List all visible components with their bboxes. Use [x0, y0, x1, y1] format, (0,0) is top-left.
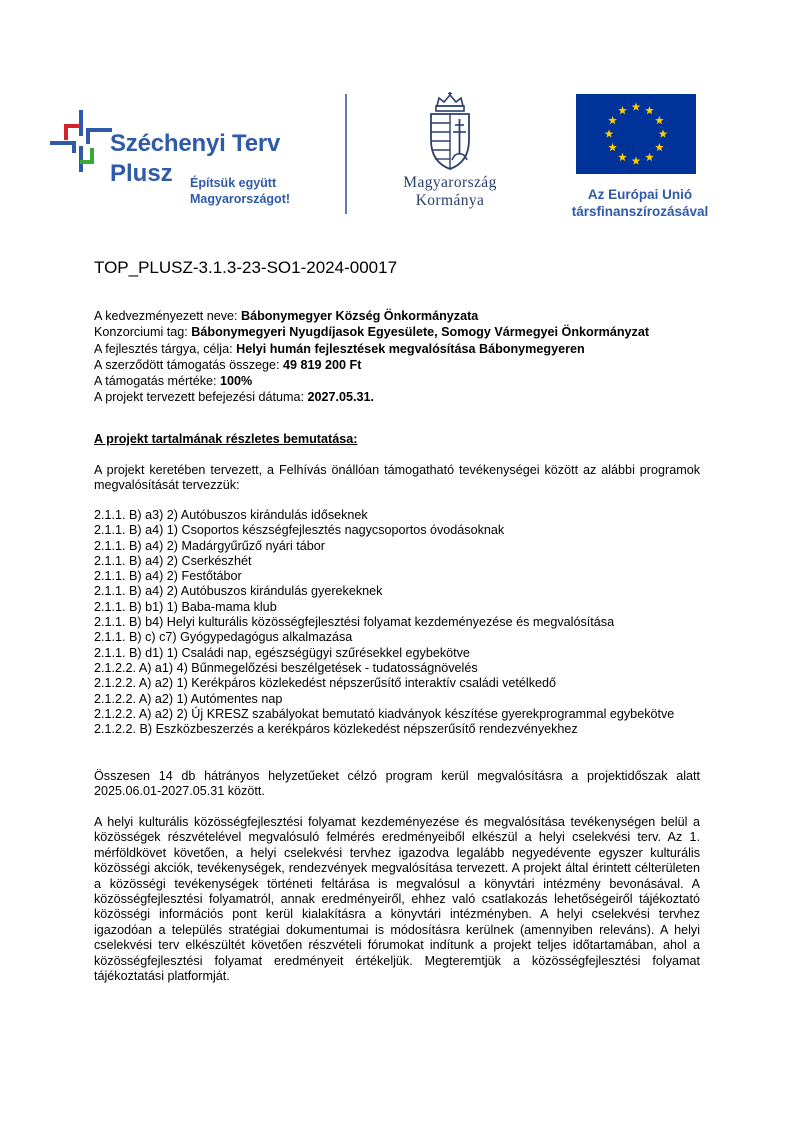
logo-divider	[345, 94, 347, 214]
project-code: TOP_PLUSZ-3.1.3-23-SO1-2024-00017	[94, 258, 398, 277]
info-value: Bábonymegyer Község Önkormányzata	[241, 309, 479, 323]
eu-star-icon	[655, 116, 664, 124]
list-item: 2.1.2.2. A) a2) 1) Kerékpáros közlekedést népszerűsítő interaktív családi vetélkedő	[94, 676, 557, 691]
eu-star-icon	[608, 143, 617, 151]
hungarian-government-logo	[380, 92, 520, 216]
info-label: A fejlesztés tárgya, célja:	[94, 341, 237, 356]
szechenyi-plusz: Plusz	[110, 160, 173, 187]
eu-star-icon	[608, 116, 617, 124]
list-item: 2.1.1. B) a4) 2) Madárgyűrűző nyári tábor	[94, 538, 325, 553]
slogan-line-2: Magyarországot!	[190, 192, 291, 206]
info-value: 100%	[220, 374, 253, 389]
hungarian-coat-of-arms-icon	[425, 92, 475, 170]
intro-paragraph: A projekt keretében tervezett, a Felhívás önállóan támogatható tevékenységei között az alábbi programok megvalósítását tervezzük:	[94, 463, 700, 493]
eu-star-icon	[659, 129, 668, 137]
szechenyi-cross-icon	[50, 110, 112, 172]
info-label: A projekt tervezett befejezési dátuma:	[94, 390, 308, 405]
info-value: 2027.05.31.	[307, 390, 375, 405]
project-info	[94, 309, 724, 407]
info-label: A támogatás mértéke:	[94, 374, 220, 389]
info-label: Konzorciumi tag:	[94, 325, 192, 340]
list-item: 2.1.1. B) a4) 2) Autóbuszos kirándulás gyerekeknek	[94, 584, 383, 599]
header-logos	[50, 92, 750, 219]
szechenyi-terv-plusz-logo	[50, 100, 310, 210]
info-row-beneficiary	[94, 309, 724, 325]
government-line-1: Magyarország	[403, 174, 497, 191]
info-row-consortium	[94, 325, 724, 341]
list-item: 2.1.1. B) a3) 2) Autóbuszos kirándulás időseknek	[94, 508, 368, 522]
government-name	[380, 174, 520, 210]
eu-line-1: Az Európai Unió	[587, 187, 693, 202]
info-label: A szerződött támogatás összege:	[94, 357, 284, 372]
list-item: 2.1.1. B) a4) 2) Cserkészhét	[94, 553, 252, 568]
list-item: 2.1.2.2. A) a1) 4) Bűnmegelőzési beszélgetések - tudatosságnövelés	[94, 660, 478, 675]
eu-star-icon	[618, 106, 627, 114]
eu-stars-icon	[576, 94, 696, 174]
list-item: 2.1.1. B) a4) 1) Csoportos készségfejlesztés nagycsoportos óvodásoknak	[94, 523, 505, 538]
slogan-line-1: Építsük együtt	[190, 176, 277, 190]
eu-star-icon	[645, 153, 654, 161]
description-paragraph: A helyi kulturális közösségfejlesztési folyamat kezdeményezése és megvalósítása tevékenységen belül a közösségek részvételével megvalósuló felmérés eredményeiből elkészül a helyi cselekvési terv. Az 1. mérföldkövet követően, a helyi cselekvési tervhez igazodva legalább negyedévente egyszer kulturális közösségi akciók, tevékenységek, rendezvények megvalósítása tervezett. A projekt által érintett célterületen a közösségi tevékenységek történeti feltárása is megvalósul a könyvtári intézmény bevonásával. A közösségfejlesztési folyamatról, annak eredményeiről, ehhez való csatlakozás lehetőségeiről tájékoztató közösségi információs pont kerül kialakításra a könyvtári intézményben. A helyi cselekvési tervhez igazodóan a település stratégiai dokumentumai is módosításra kerülnek (amennyiben releváns). A helyi cselekvési terv elkészültét követően részvételi fórumokat indítunk a projekt teljes időtartamában, ahol a közösségfejlesztési folyamat eredményeit értékeljük. Megteremtjük a közösségfejlesztési folyamat tájékoztatási platformját.	[94, 815, 700, 984]
info-row-rate	[94, 374, 724, 390]
eu-flag	[576, 94, 696, 174]
info-label: A kedvezményezett neve:	[94, 309, 242, 323]
info-value: Bábonymegyeri Nyugdíjasok Egyesülete, Somogy Vármegyei Önkormányzat	[191, 325, 650, 340]
eu-cofinancing-logo	[555, 94, 725, 218]
government-line-2: Kormánya	[415, 192, 485, 209]
list-item: 2.1.1. B) b4) Helyi kulturális közösségfejlesztési folyamat kezdeményezése és megvalósítása	[94, 615, 615, 630]
info-value: Helyi humán fejlesztések megvalósítása Bábonymegyeren	[236, 341, 585, 356]
eu-star-icon	[618, 153, 627, 161]
info-row-subject	[94, 342, 724, 358]
eu-caption	[555, 186, 725, 220]
list-item: 2.1.2.2. A) a2) 2) Új KRESZ szabályokat bemutató kiadványok készítése gyerekprogrammal egybekötve	[94, 706, 675, 721]
list-item: 2.1.2.2. A) a2) 1) Autómentes nap	[94, 691, 283, 706]
info-value: 49 819 200 Ft	[283, 357, 362, 372]
info-row-end-date	[94, 390, 724, 406]
eu-star-icon	[632, 156, 641, 164]
list-item: 2.1.1. B) c) c7) Gyógypedagógus alkalmazása	[94, 630, 353, 645]
szechenyi-slogan	[190, 175, 290, 207]
list-item: 2.1.1. B) b1) 1) Baba-mama klub	[94, 599, 277, 614]
eu-star-icon	[645, 106, 654, 114]
list-item: 2.1.1. B) a4) 2) Festőtábor	[94, 569, 242, 584]
eu-star-icon	[655, 143, 664, 151]
list-item: 2.1.2.2. B) Eszközbeszerzés a kerékpáros közlekedést népszerűsítő rendezvényekhez	[94, 722, 578, 737]
section-title: A projekt tartalmának részletes bemutatása:	[94, 432, 358, 446]
program-list	[94, 508, 700, 738]
eu-star-icon	[632, 102, 641, 110]
eu-line-2: társfinanszírozásával	[571, 204, 709, 219]
eu-star-icon	[605, 129, 614, 137]
summary-paragraph: Összesen 14 db hátrányos helyzetűeket célzó program kerül megvalósításra a projektidőszak alatt 2025.06.01-2027.05.31 között.	[94, 769, 700, 799]
info-row-amount	[94, 358, 724, 374]
list-item: 2.1.1. B) d1) 1) Családi nap, egészségügyi szűrésekkel egybekötve	[94, 645, 470, 660]
szechenyi-title: Széchenyi Terv	[110, 130, 281, 157]
